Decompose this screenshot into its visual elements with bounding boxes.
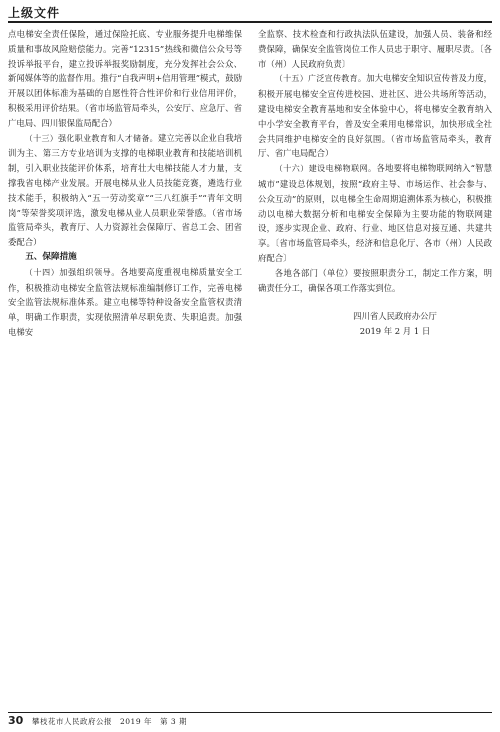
signature-organization: 四川省人民政府办公厅 bbox=[353, 311, 437, 322]
item-13-title: （十三）强化职业教育和人才储备。 bbox=[24, 133, 159, 143]
item-16-title: （十六）建设电梯物联网。 bbox=[274, 164, 377, 174]
signature-block bbox=[258, 309, 492, 339]
item-16-paragraph bbox=[258, 161, 492, 266]
page-footer bbox=[8, 712, 492, 728]
paragraph-supervision-team: 全监察、技术检查和行政执法队伍建设，加强人员、装备和经费保障，确保安全监管岗位工作人员忠于职守、履职尽责。〔各市（州）人民政府负责〕 bbox=[258, 29, 492, 69]
item-14-title: （十四）加强组织领导。 bbox=[24, 267, 121, 277]
footer-rule bbox=[8, 712, 492, 713]
header-title: 上级文件 bbox=[8, 6, 61, 20]
header-rule bbox=[8, 21, 492, 23]
item-15-title: （十五）广泛宣传教育。 bbox=[274, 74, 367, 84]
item-15-body: 加大电梯安全知识宣传普及力度，积极开展电梯安全宣传进校园、进社区、进公共场所等活动，建设电梯安全教育基地和安全体验中心，将电梯安全教育纳入中小学安全教育平台，普及安全乘用电梯常识，加快形成全社会共同维护电梯安全的良好氛围。（省市场监管局牵头，教育厅、省广电局配合） bbox=[258, 73, 492, 159]
section-5-heading: 五、保障措施 bbox=[25, 251, 77, 262]
item-14-body: 各地要高度重视电梯质量安全工作，积极推动电梯安全监管法规标准编制修订工作，完善电梯安全监管法规标准体系。建立电梯等特种设备安全监管权责清单，明确工作职责，实现依照清单尽职免责、失职追责。加强电梯安 bbox=[8, 266, 242, 337]
page-number: 30 bbox=[8, 714, 24, 727]
left-column bbox=[8, 27, 242, 340]
right-column bbox=[258, 27, 492, 339]
item-16-body: 各地要将电梯物联网纳入“智慧城市”建设总体规划，按照“政府主导、市场运作、社会参与、公众互动”的原则，以电梯全生命周期追溯体系为核心，积极推动以电梯大数据分析和电梯安全保障为主要功能的物联网建设，逐步实现企业、政府、行业、地区信息对接互通、共建共享。〔省市场监管局牵头，经济和信息化厅、各市（州）人民政府配合〕 bbox=[258, 163, 492, 263]
publication-info: 攀枝花市人民政府公报 2019 年 第 3 期 bbox=[32, 717, 188, 726]
page-header bbox=[8, 2, 492, 24]
item-14-paragraph bbox=[8, 265, 242, 340]
item-15-paragraph bbox=[258, 71, 492, 161]
signature-date: 2019 年 2 月 1 日 bbox=[359, 326, 431, 337]
item-13-body: 建立完善以企业自我培训为主、第三方专业培训为支撑的电梯职业教育和技能培训机制，引入职业技能评价体系，培育壮大电梯技能人才力量，支撑我省电梯产业发展。开展电梯从业人员技能竞赛，遴选行业技术能手，积极纳入“五一劳动奖章”“三八红旗手”“青年文明岗”等荣誉奖项评选，激发电梯从业人员职业荣誉感。（省市场监管局牵头，教育厅、人力资源社会保障厅、省总工会、团省委配合） bbox=[8, 132, 242, 248]
closing-paragraph: 各地各部门（单位）要按照职责分工，制定工作方案，明确责任分工，确保各项工作落实到位。 bbox=[258, 267, 492, 293]
paragraph-complaint-reporting: 点电梯安全责任保险，通过保险托底、专业服务提升电梯维保质量和事故风险赔偿能力。完善“12315”热线和微信公众号等投诉举报平台，建立投诉举报奖励制度，充分发挥社会公众、新闻媒体等的监督作用。推行“自我声明+信用管理”模式，鼓励开展以团体标准为基础的自愿性符合性评价和行业信用评价，积极采用评价结果。（省市场监管局牵头，公安厅、应急厅、省广电局、四川银保监局配合） bbox=[8, 29, 242, 128]
item-13-paragraph bbox=[8, 131, 242, 250]
